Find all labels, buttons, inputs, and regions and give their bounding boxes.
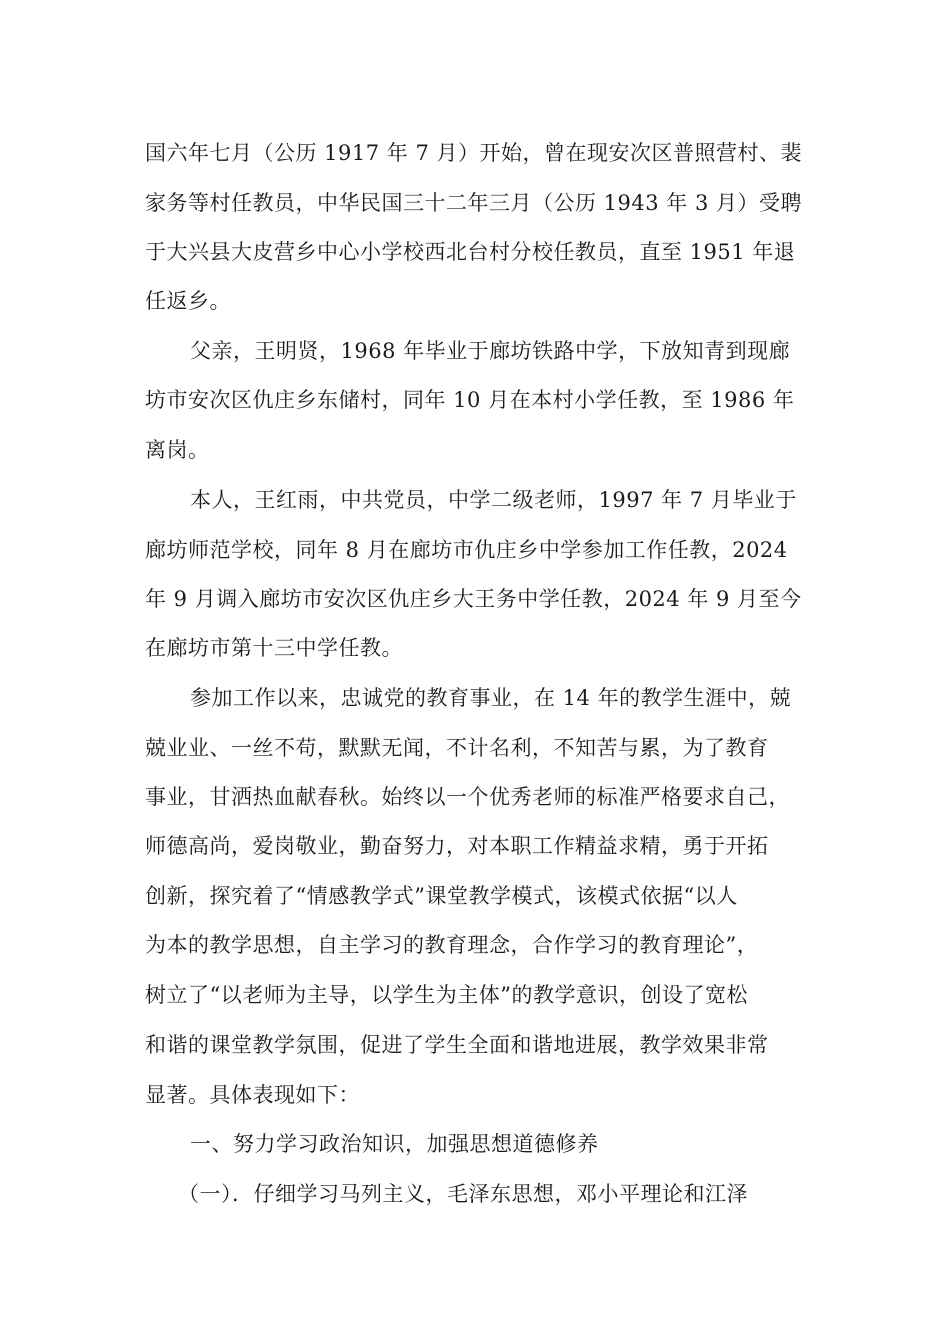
paragraph-start-line: 参加工作以来，忠诚党的教育事业，在 14 年的教学生涯中，兢 <box>190 686 792 710</box>
paragraph-start-line: 本人，王红雨，中共党员，中学二级老师，1997 年 7 月毕业于 <box>190 488 797 512</box>
text-line: 任返乡。 <box>145 289 231 313</box>
text-line: 于大兴县大皮营乡中心小学校西北台村分校任教员，直至 1951 年退 <box>145 240 796 264</box>
text-line: 创新，探究着了“情感教学式”课堂教学模式，该模式依据“以人 <box>145 884 738 908</box>
text-line: 国六年七月（公历 1917 年 7 月）开始，曾在现安次区普照营村、裴 <box>145 141 803 165</box>
paragraph-start-line: 父亲，王明贤，1968 年毕业于廊坊铁路中学，下放知青到现廊 <box>190 339 791 363</box>
text-line: 离岗。 <box>145 438 210 462</box>
text-line: 廊坊师范学校，同年 8 月在廊坊市仇庄乡中学参加工作任教，2024 <box>145 538 788 562</box>
subsection-heading: （一）．仔细学习马列主义，毛泽东思想，邓小平理论和江泽 <box>178 1182 748 1206</box>
text-line: 兢业业、一丝不苟，默默无闻，不计名利，不知苦与累，为了教育 <box>145 736 769 760</box>
text-line: 年 9 月调入廊坊市安次区仇庄乡大王务中学任教，2024 年 9 月至今 <box>145 587 802 611</box>
text-line: 为本的教学思想，自主学习的教育理念，合作学习的教育理论”， <box>145 933 759 957</box>
text-line: 事业，甘洒热血献春秋。始终以一个优秀老师的标准严格要求自己， <box>145 785 790 809</box>
text-line: 师德高尚，爱岗敬业，勤奋努力，对本职工作精益求精，勇于开拓 <box>145 834 769 858</box>
text-line: 家务等村任教员，中华民国三十二年三月（公历 1943 年 3 月）受聘 <box>145 191 803 215</box>
section-heading: 一、努力学习政治知识，加强思想道德修养 <box>190 1132 599 1156</box>
text-line: 显著。具体表现如下： <box>145 1083 360 1107</box>
text-line: 树立了“以老师为主导，以学生为主体”的教学意识，创设了宽松 <box>145 983 748 1007</box>
text-line: 和谐的课堂教学氛围，促进了学生全面和谐地进展，教学效果非常 <box>145 1033 769 1057</box>
text-line: 在廊坊市第十三中学任教。 <box>145 636 403 660</box>
text-line: 坊市安次区仇庄乡东储村，同年 10 月在本村小学任教，至 1986 年 <box>145 388 795 412</box>
